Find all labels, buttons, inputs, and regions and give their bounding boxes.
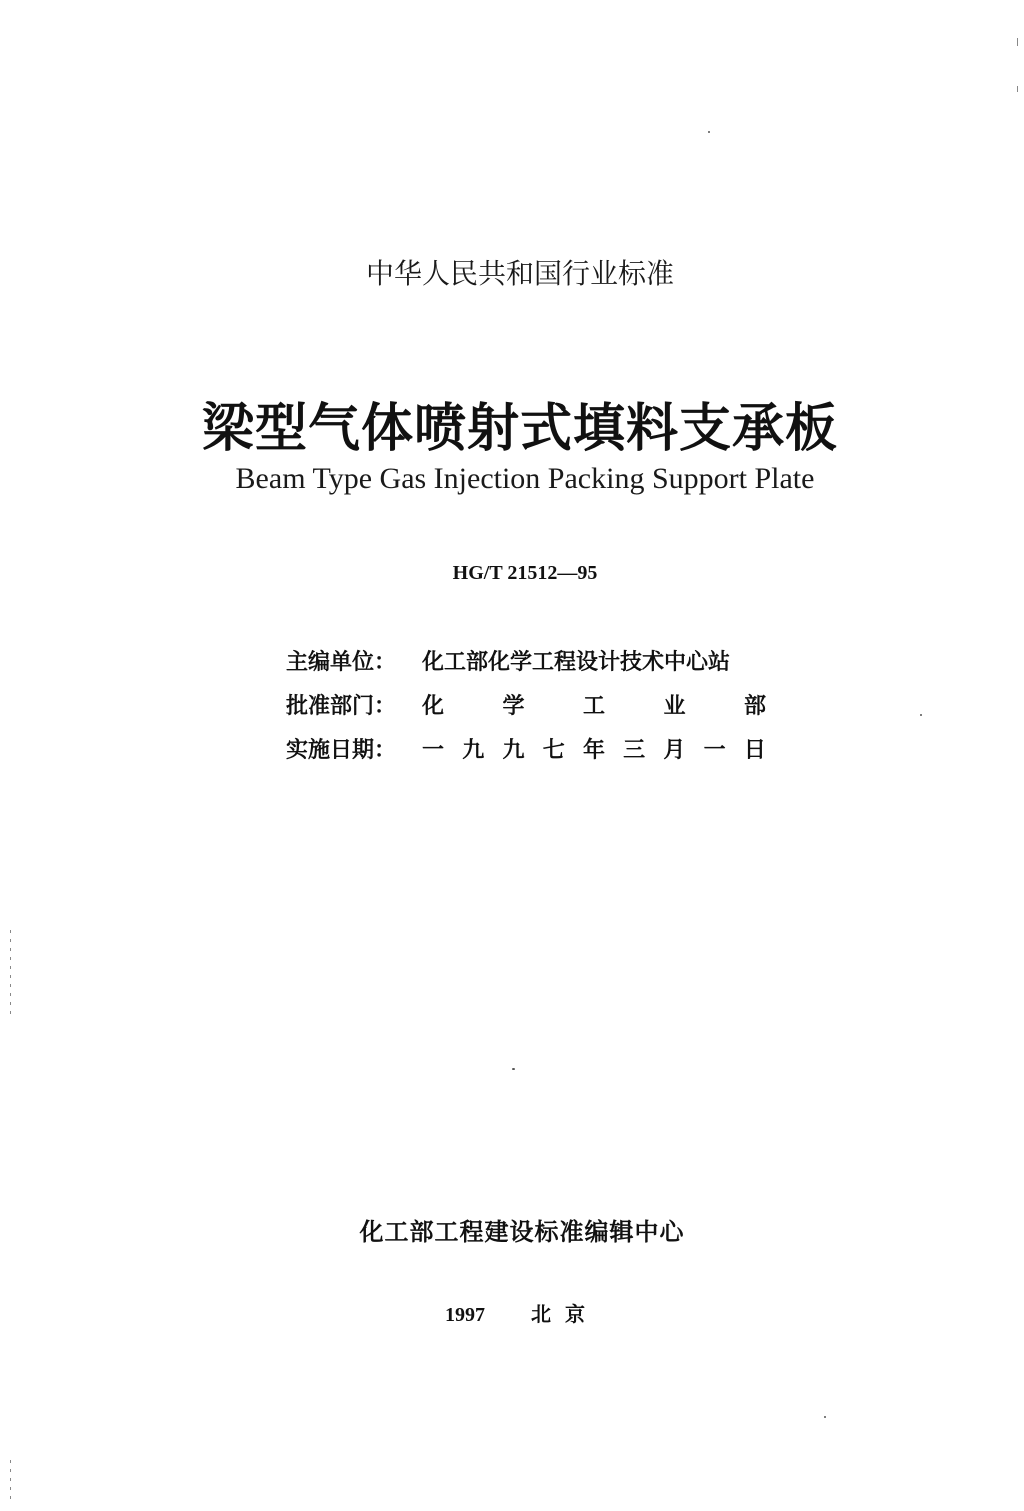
scan-edge-mark	[10, 1460, 11, 1505]
scan-speck	[920, 714, 922, 716]
effective-date-value	[422, 733, 766, 764]
date-char: 年	[582, 738, 605, 763]
editor-row	[286, 645, 766, 675]
date-char: 七	[542, 738, 565, 763]
scan-speck	[512, 1068, 515, 1070]
editor-label: 主编单位：	[286, 650, 397, 675]
scan-edge-mark	[1017, 38, 1018, 46]
scan-edge-mark	[10, 930, 11, 1020]
scan-edge-mark	[1017, 86, 1018, 92]
document-title-english: Beam Type Gas Injection Packing Support Plate	[235, 462, 815, 495]
date-char: 一	[422, 738, 445, 763]
date-char: 月	[663, 738, 686, 763]
date-char: 九	[502, 738, 525, 763]
date-char: 日	[743, 738, 766, 763]
effective-date-row	[286, 733, 766, 763]
date-char: 三	[623, 738, 646, 763]
approver-char: 部	[743, 694, 766, 719]
approver-char: 学	[502, 694, 525, 719]
approver-char: 工	[582, 694, 605, 719]
approver-label: 批准部门：	[286, 694, 397, 719]
approver-value	[422, 689, 766, 720]
approver-char: 业	[663, 694, 686, 719]
document-title-chinese: 梁型气体喷射式填料支承板	[201, 399, 838, 459]
publisher: 化工部工程建设标准编辑中心	[359, 1218, 685, 1246]
date-char: 九	[462, 738, 485, 763]
standard-code: HG/T 21512—95	[452, 562, 598, 584]
effective-date-label: 实施日期：	[286, 738, 397, 763]
scan-speck	[708, 131, 710, 133]
approver-row	[286, 689, 766, 719]
standard-category: 中华人民共和国行业标准	[365, 257, 674, 290]
date-char: 一	[703, 738, 726, 763]
approver-char: 化	[422, 694, 445, 719]
publication-city: 北京	[531, 1302, 599, 1326]
publication-line	[0, 1298, 1024, 1327]
publication-year: 1997	[445, 1304, 485, 1326]
editor-value: 化工部化学工程设计技术中心站	[422, 650, 731, 675]
scan-speck	[824, 1416, 826, 1418]
